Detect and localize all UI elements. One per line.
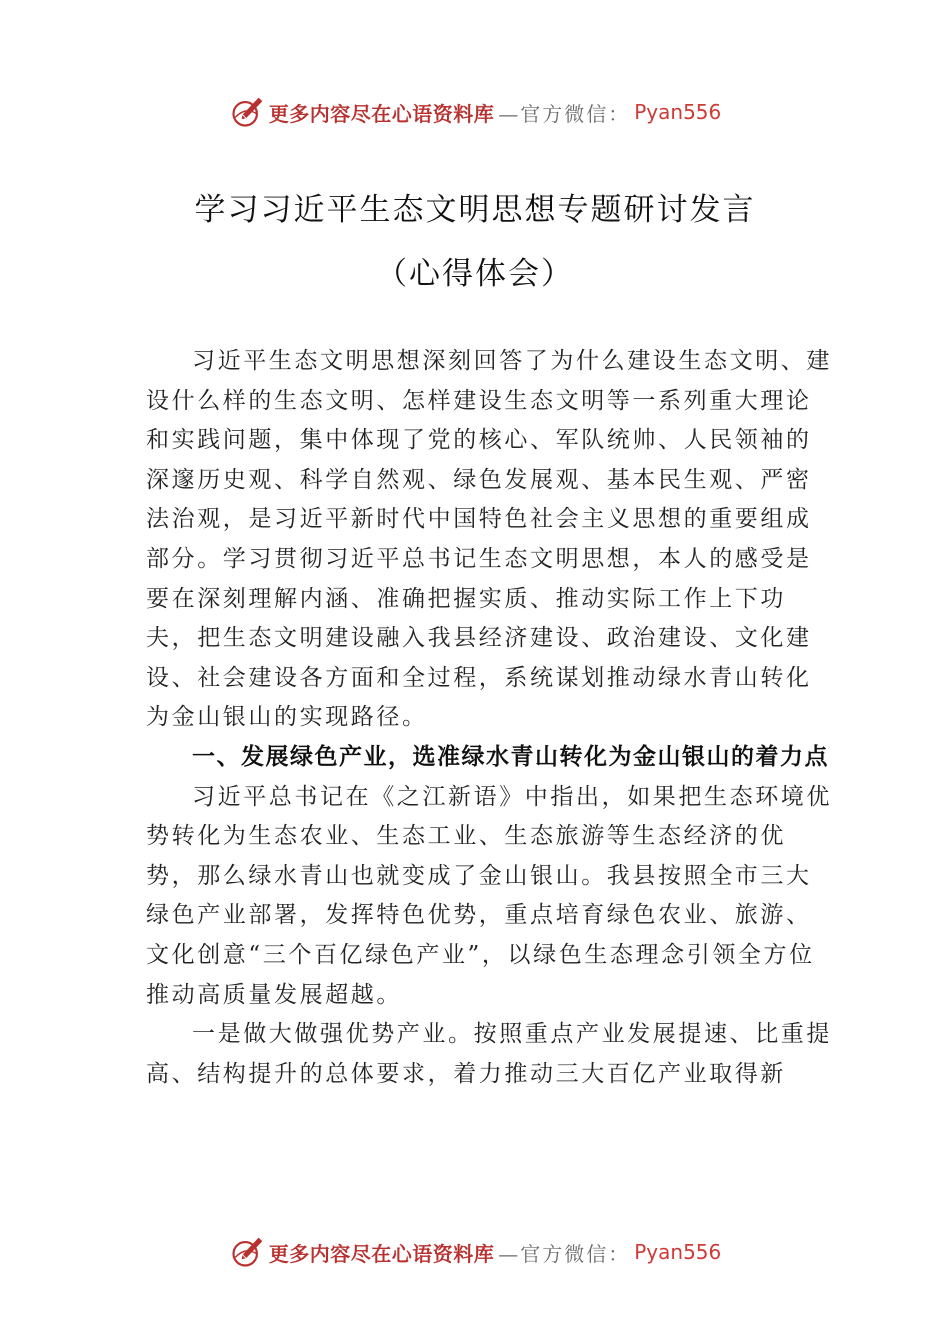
section-heading-1: 一、发展绿色产业，选准绿水青山转化为金山银山的着力点 — [192, 743, 829, 770]
document-subtitle: （心得体会） — [376, 256, 574, 292]
body-paragraph-3: 一是做大做强优势产业。按照重点产业发展提速、比重提高、结构提升的总体要求，着力推动三大百亿产业取得新 — [146, 1021, 832, 1087]
pen-logo-icon — [229, 1234, 265, 1270]
body-paragraph-2: 习近平总书记在《之江新语》中指出，如果把生态环境优势转化为生态农业、生态工业、生态旅游等生态经济的优势，那么绿水青山也就变成了金山银山。我县按照全市三大绿色产业部署，发挥特色优势，重点培育绿色农业、旅游、 文化创意“三个百亿绿色产业”，以绿色生态理念引领全方位推动高质量发展超越。 — [146, 783, 832, 1008]
banner-separator-text: —官方微信： — [498, 1241, 631, 1266]
banner-wechat-id: Pyan556 — [634, 100, 722, 124]
pen-logo-icon — [229, 94, 265, 130]
banner-separator-text: —官方微信： — [498, 101, 631, 126]
document-body — [146, 342, 836, 1094]
document-title: 学习习近平生态文明思想专题研讨发言 — [194, 192, 756, 228]
header-banner — [0, 94, 950, 130]
intro-paragraph: 习近平生态文明思想深刻回答了为什么建设生态文明、建设什么样的生态文明、怎样建设生态文明等一系列重大理论和实践问题，集中体现了党的核心、军队统帅、人民领袖的深邃历史观、科学自然观、绿色发展观、基本民生观、严密法治观，是习近平新时代中国特色社会主义思想的重要组成部分。学习贯彻习近平总书记生态文明思想，本人的感受是要在深刻理解内涵、准确把握实质、推动实际工作上下功夫，把生态文明建设融入我县经济建设、政治建设、文化建设、社会建设各方面和全过程，系统谋划推动绿水青山转化为金山银山的实现路径。 — [146, 348, 832, 731]
banner-wechat-id: Pyan556 — [634, 1240, 722, 1264]
footer-banner — [0, 1234, 950, 1270]
banner-text: 更多内容尽在心语资料库 — [268, 101, 495, 126]
banner-text: 更多内容尽在心语资料库 — [268, 1241, 495, 1266]
